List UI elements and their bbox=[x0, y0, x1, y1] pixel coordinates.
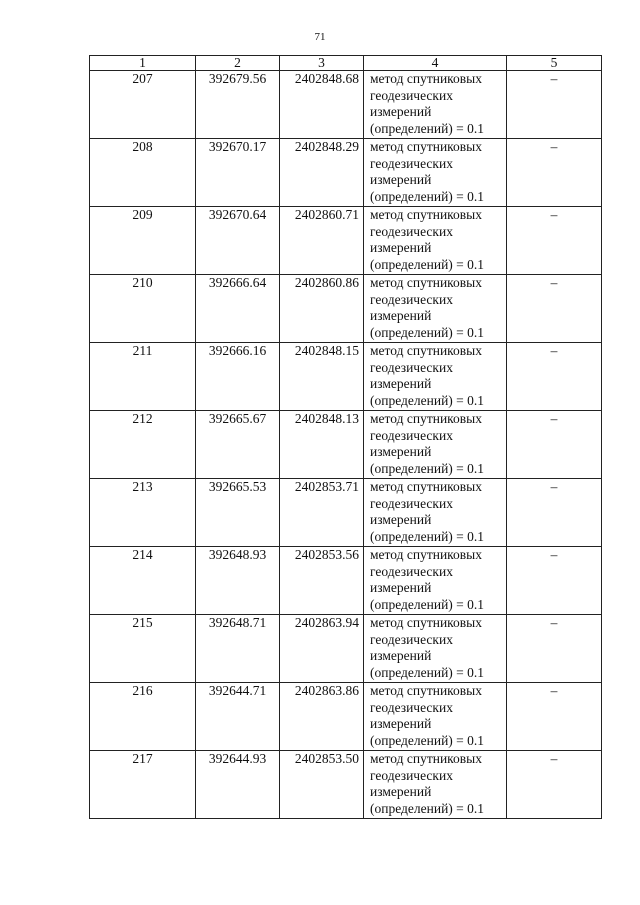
note-cell: – bbox=[507, 411, 602, 479]
method-line: (определений) = 0.1 bbox=[370, 528, 485, 544]
x-coordinate-cell: 392665.53 bbox=[196, 479, 280, 547]
y-coordinate-cell: 2402860.71 bbox=[280, 207, 364, 275]
note-cell: – bbox=[507, 343, 602, 411]
x-coordinate-cell: 392666.16 bbox=[196, 343, 280, 411]
point-number-cell: 210 bbox=[90, 275, 196, 343]
method-line: геодезических bbox=[370, 359, 453, 375]
method-line: измерений bbox=[370, 240, 432, 255]
y-coordinate-cell: 2402863.86 bbox=[280, 683, 364, 751]
method-line: (определений) = 0.1 bbox=[370, 596, 485, 612]
method-line: метод спутниковых bbox=[370, 479, 482, 494]
method-line: метод спутниковых bbox=[370, 547, 482, 562]
table-row bbox=[90, 479, 602, 547]
note-cell: – bbox=[507, 615, 602, 683]
method-line: геодезических bbox=[370, 291, 453, 307]
note-cell: – bbox=[507, 71, 602, 139]
y-coordinate-cell: 2402860.86 bbox=[280, 275, 364, 343]
method-cell bbox=[364, 139, 507, 207]
y-coordinate-cell: 2402853.71 bbox=[280, 479, 364, 547]
method-line: (определений) = 0.1 bbox=[370, 664, 485, 680]
coordinates-table bbox=[89, 55, 602, 819]
table-row bbox=[90, 547, 602, 615]
method-cell bbox=[364, 479, 507, 547]
table-row bbox=[90, 411, 602, 479]
table-row bbox=[90, 207, 602, 275]
y-coordinate-cell: 2402848.68 bbox=[280, 71, 364, 139]
method-cell bbox=[364, 343, 507, 411]
method-cell bbox=[364, 683, 507, 751]
x-coordinate-cell: 392648.93 bbox=[196, 547, 280, 615]
x-coordinate-cell: 392665.67 bbox=[196, 411, 280, 479]
x-coordinate-cell: 392670.64 bbox=[196, 207, 280, 275]
method-line: геодезических bbox=[370, 631, 453, 647]
method-line: (определений) = 0.1 bbox=[370, 392, 485, 408]
method-line: геодезических bbox=[370, 87, 453, 103]
method-line: метод спутниковых bbox=[370, 139, 482, 154]
method-line: (определений) = 0.1 bbox=[370, 324, 485, 340]
method-cell bbox=[364, 275, 507, 343]
header-row bbox=[90, 56, 602, 71]
table-header bbox=[90, 56, 602, 71]
point-number-cell: 215 bbox=[90, 615, 196, 683]
method-line: геодезических bbox=[370, 767, 453, 783]
note-cell: – bbox=[507, 683, 602, 751]
x-coordinate-cell: 392679.56 bbox=[196, 71, 280, 139]
y-coordinate-cell: 2402848.29 bbox=[280, 139, 364, 207]
table-row bbox=[90, 751, 602, 819]
method-line: (определений) = 0.1 bbox=[370, 256, 485, 272]
note-cell: – bbox=[507, 479, 602, 547]
method-line: (определений) = 0.1 bbox=[370, 188, 485, 204]
note-cell: – bbox=[507, 547, 602, 615]
table-body bbox=[90, 71, 602, 819]
method-cell bbox=[364, 411, 507, 479]
note-cell: – bbox=[507, 139, 602, 207]
method-line: метод спутниковых bbox=[370, 275, 482, 290]
point-number-cell: 207 bbox=[90, 71, 196, 139]
method-line: измерений bbox=[370, 784, 432, 799]
method-line: (определений) = 0.1 bbox=[370, 120, 485, 136]
header-col-3: 3 bbox=[280, 56, 364, 71]
method-line: метод спутниковых bbox=[370, 343, 482, 358]
point-number-cell: 209 bbox=[90, 207, 196, 275]
method-line: метод спутниковых bbox=[370, 751, 482, 766]
method-line: метод спутниковых bbox=[370, 71, 482, 86]
y-coordinate-cell: 2402853.50 bbox=[280, 751, 364, 819]
method-line: измерений bbox=[370, 444, 432, 459]
method-cell bbox=[364, 547, 507, 615]
method-line: (определений) = 0.1 bbox=[370, 732, 485, 748]
method-cell bbox=[364, 751, 507, 819]
table-row bbox=[90, 139, 602, 207]
header-col-1: 1 bbox=[90, 56, 196, 71]
header-col-5: 5 bbox=[507, 56, 602, 71]
header-col-4: 4 bbox=[364, 56, 507, 71]
x-coordinate-cell: 392670.17 bbox=[196, 139, 280, 207]
x-coordinate-cell: 392666.64 bbox=[196, 275, 280, 343]
x-coordinate-cell: 392648.71 bbox=[196, 615, 280, 683]
method-line: измерений bbox=[370, 512, 432, 527]
method-cell bbox=[364, 615, 507, 683]
table-row bbox=[90, 615, 602, 683]
point-number-cell: 217 bbox=[90, 751, 196, 819]
y-coordinate-cell: 2402848.15 bbox=[280, 343, 364, 411]
header-col-2: 2 bbox=[196, 56, 280, 71]
point-number-cell: 216 bbox=[90, 683, 196, 751]
method-line: измерений bbox=[370, 648, 432, 663]
x-coordinate-cell: 392644.93 bbox=[196, 751, 280, 819]
x-coordinate-cell: 392644.71 bbox=[196, 683, 280, 751]
method-line: (определений) = 0.1 bbox=[370, 800, 485, 816]
page-number: 71 bbox=[314, 31, 326, 43]
note-cell: – bbox=[507, 207, 602, 275]
point-number-cell: 208 bbox=[90, 139, 196, 207]
method-cell bbox=[364, 207, 507, 275]
table-row bbox=[90, 275, 602, 343]
method-line: измерений bbox=[370, 172, 432, 187]
table-row bbox=[90, 343, 602, 411]
table-row bbox=[90, 71, 602, 139]
y-coordinate-cell: 2402848.13 bbox=[280, 411, 364, 479]
table-row bbox=[90, 683, 602, 751]
method-line: метод спутниковых bbox=[370, 207, 482, 222]
point-number-cell: 213 bbox=[90, 479, 196, 547]
y-coordinate-cell: 2402853.56 bbox=[280, 547, 364, 615]
method-line: геодезических bbox=[370, 563, 453, 579]
method-line: метод спутниковых bbox=[370, 615, 482, 630]
point-number-cell: 211 bbox=[90, 343, 196, 411]
method-line: геодезических bbox=[370, 427, 453, 443]
method-line: метод спутниковых bbox=[370, 683, 482, 698]
method-line: геодезических bbox=[370, 495, 453, 511]
method-line: метод спутниковых bbox=[370, 411, 482, 426]
y-coordinate-cell: 2402863.94 bbox=[280, 615, 364, 683]
method-line: измерений bbox=[370, 308, 432, 323]
method-line: измерений bbox=[370, 104, 432, 119]
point-number-cell: 212 bbox=[90, 411, 196, 479]
method-line: (определений) = 0.1 bbox=[370, 460, 485, 476]
method-line: измерений bbox=[370, 716, 432, 731]
note-cell: – bbox=[507, 751, 602, 819]
note-cell: – bbox=[507, 275, 602, 343]
method-cell bbox=[364, 71, 507, 139]
method-line: геодезических bbox=[370, 223, 453, 239]
method-line: измерений bbox=[370, 376, 432, 391]
method-line: геодезических bbox=[370, 155, 453, 171]
point-number-cell: 214 bbox=[90, 547, 196, 615]
method-line: геодезических bbox=[370, 699, 453, 715]
method-line: измерений bbox=[370, 580, 432, 595]
